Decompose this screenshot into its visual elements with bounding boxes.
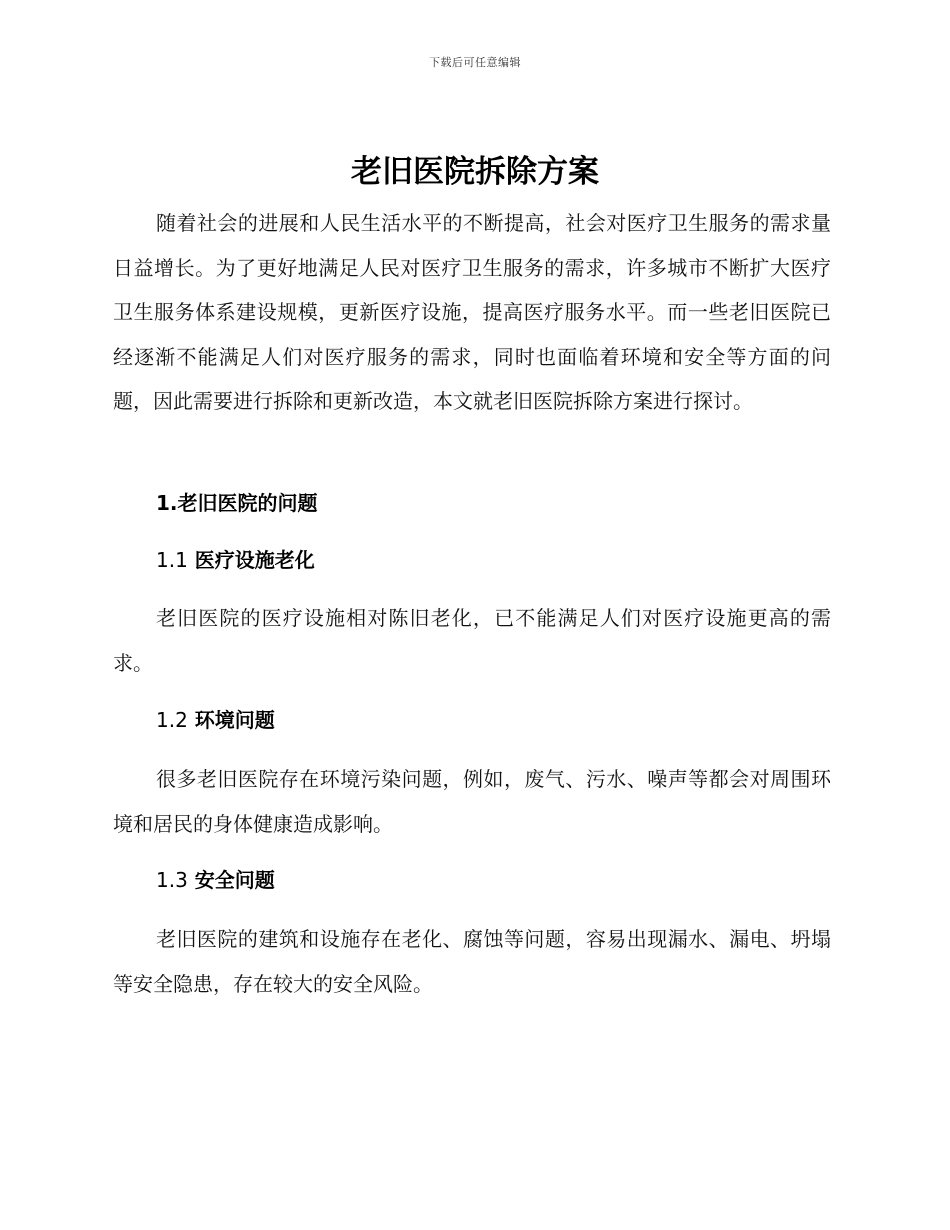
intro-paragraph: 随着社会的进展和人民生活水平的不断提高，社会对医疗卫生服务的需求量日益增长。为了更好地满足人民对医疗卫生服务的需求，许多城市不断扩大医疗卫生服务体系建设规模，更新医疗设施，提高医疗服务水平。而一些老旧医院已经逐渐不能满足人们对医疗服务的需求，同时也面临着环境和安全等方面的问题，因此需要进行拆除和更新改造，本文就老旧医院拆除方案进行探讨。 (113, 211, 831, 413)
subsection-title: 医疗设施老化 (194, 548, 315, 572)
page-header-note: 下载后可任意编辑 (429, 56, 521, 69)
subsection-paragraph-1-2: 很多老旧医院存在环境污染问题，例如，废气、污水、噪声等都会对周围环境和居民的身体健康造成影响。 (113, 767, 831, 836)
document-title: 老旧医院拆除方案 (351, 154, 599, 190)
subsection-heading-1-3 (156, 865, 275, 895)
subsection-number: 1.2 (156, 708, 188, 732)
subsection-heading-1-2 (156, 705, 275, 735)
section-heading-1: 1.老旧医院的问题 (156, 491, 318, 515)
subsection-title: 安全问题 (194, 868, 275, 892)
subsection-number: 1.3 (156, 868, 188, 892)
subsection-paragraph-1-3: 老旧医院的建筑和设施存在老化、腐蚀等问题，容易出现漏水、漏电、坍塌等安全隐患，存在较大的安全风险。 (113, 927, 831, 996)
subsection-title: 环境问题 (194, 708, 275, 732)
subsection-heading-1-1 (156, 545, 315, 575)
subsection-paragraph-1-1: 老旧医院的医疗设施相对陈旧老化，已不能满足人们对医疗设施更高的需求。 (113, 606, 831, 675)
subsection-number: 1.1 (156, 548, 188, 572)
